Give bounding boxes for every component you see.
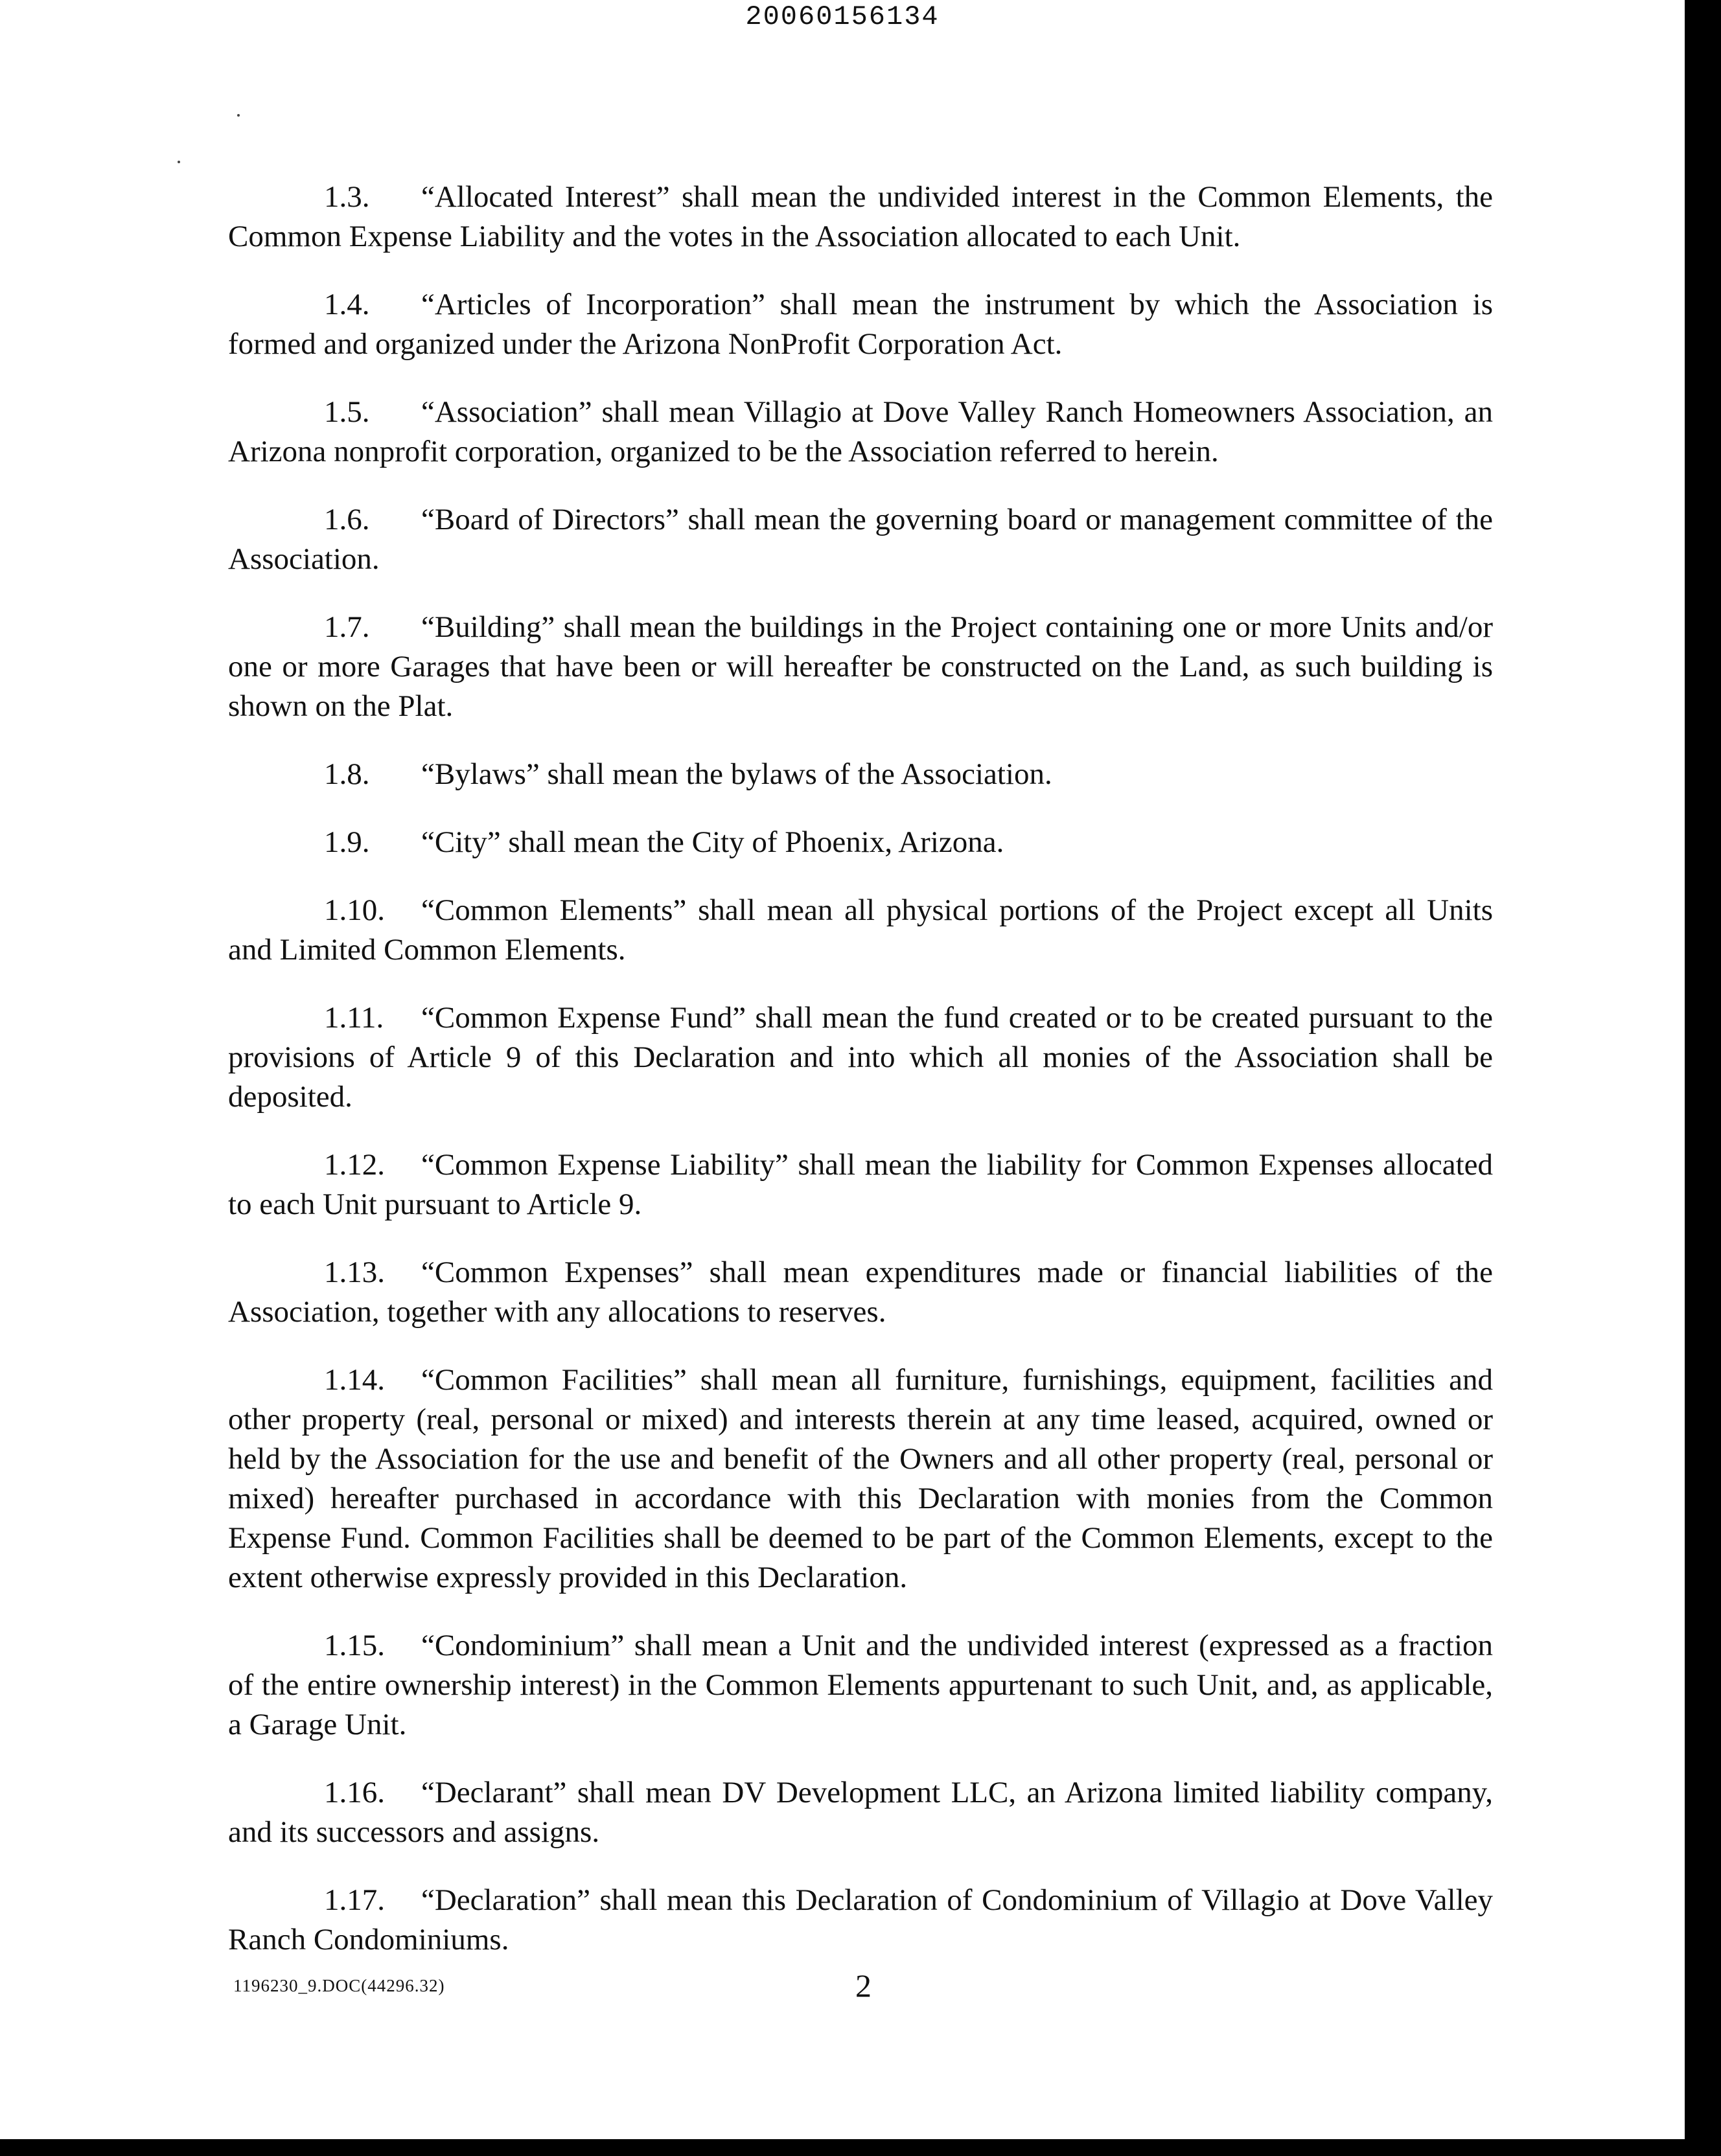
definition-1-5 [228,393,1493,472]
definition-text: “Common Facilities” shall mean all furniture, furnishings, equipment, facilities and other property (real, personal or mixed) and interests therein at any time leased, acquired, owned or held by the Association for the use and benefit of the Owners and all other property (real, personal or mixed) hereafter purchased in accordance with this Declaration with monies from the Common Expense Fund. Common Facilities shall be deemed to be part of the Common Elements, except to the extent otherwise expressly provided in this Declaration. [228,1363,1493,1594]
definition-text: “Condominium” shall mean a Unit and the undivided interest (expressed as a fraction of the entire ownership interest) in the Common Elements appurtenant to such Unit, and, as applicable, a Garage Unit. [228,1629,1493,1741]
definition-1-6 [228,500,1493,579]
definition-1-13 [228,1253,1493,1332]
definition-number: 1.16. [324,1776,385,1809]
scan-speck [237,114,240,117]
definition-1-12 [228,1145,1493,1224]
document-reference: 1196230_9.DOC(44296.32) [233,1976,445,1995]
definition-1-10 [228,891,1493,970]
definition-text: “Building” shall mean the buildings in the Project containing one or more Units and/or one or more Garages that have been or will hereafter be constructed on the Land, as such building is shown on the Plat. [228,610,1493,723]
definition-text: “Association” shall mean Villagio at Dove Valley Ranch Homeowners Association, an Arizona nonprofit corporation, organized to be the Association referred to herein. [228,395,1493,468]
definition-1-11 [228,998,1493,1117]
definition-text: “Board of Directors” shall mean the governing board or management committee of the Association. [228,503,1493,576]
definition-number: 1.5. [324,395,370,429]
definition-1-4 [228,285,1493,364]
definition-1-8 [228,755,1493,794]
recording-number: 20060156134 [745,1,940,32]
definition-number: 1.7. [324,610,370,644]
definition-1-14 [228,1360,1493,1598]
definition-text: “Articles of Incorporation” shall mean the instrument by which the Association is formed and organized under the Arizona NonProfit Corporation Act. [228,288,1493,361]
definition-text: “Declaration” shall mean this Declaration of Condominium of Villagio at Dove Valley Ranch Condominiums. [228,1883,1493,1956]
definition-number: 1.3. [324,180,370,214]
definition-1-17 [228,1881,1493,1960]
definition-text: “Common Expenses” shall mean expenditures made or financial liabilities of the Association, together with any allocations to reserves. [228,1256,1493,1329]
definition-number: 1.8. [324,757,370,791]
definition-1-16 [228,1773,1493,1852]
definition-number: 1.14. [324,1363,385,1397]
definition-number: 1.4. [324,288,370,321]
definition-1-7 [228,608,1493,726]
definition-number: 1.12. [324,1148,385,1182]
scan-edge-right [1685,0,1721,2156]
definition-number: 1.9. [324,825,370,859]
definitions-list [228,178,1493,1988]
definition-text: “Common Expense Fund” shall mean the fund created or to be created pursuant to the provisions of Article 9 of this Declaration and into which all monies of the Association shall be deposited. [228,1001,1493,1114]
definition-number: 1.6. [324,503,370,536]
definition-text: “Declarant” shall mean DV Development LLC, an Arizona limited liability company, and its successors and assigns. [228,1776,1493,1849]
definition-number: 1.11. [324,1001,384,1035]
page-number: 2 [855,1967,872,2004]
definition-text: “City” shall mean the City of Phoenix, Arizona. [421,825,1004,859]
definition-1-15 [228,1626,1493,1745]
definition-number: 1.10. [324,893,385,927]
definition-number: 1.13. [324,1256,385,1289]
scan-speck [178,161,180,163]
definition-1-9 [228,823,1493,862]
definition-number: 1.15. [324,1629,385,1662]
scan-edge-bottom [0,2139,1721,2156]
definition-text: “Bylaws” shall mean the bylaws of the Association. [421,757,1052,791]
definition-text: “Allocated Interest” shall mean the undivided interest in the Common Elements, the Common Expense Liability and the votes in the Association allocated to each Unit. [228,180,1493,253]
definition-1-3 [228,178,1493,257]
definition-text: “Common Expense Liability” shall mean the liability for Common Expenses allocated to each Unit pursuant to Article 9. [228,1148,1493,1221]
definition-text: “Common Elements” shall mean all physical portions of the Project except all Units and Limited Common Elements. [228,893,1493,967]
definition-number: 1.17. [324,1883,385,1917]
